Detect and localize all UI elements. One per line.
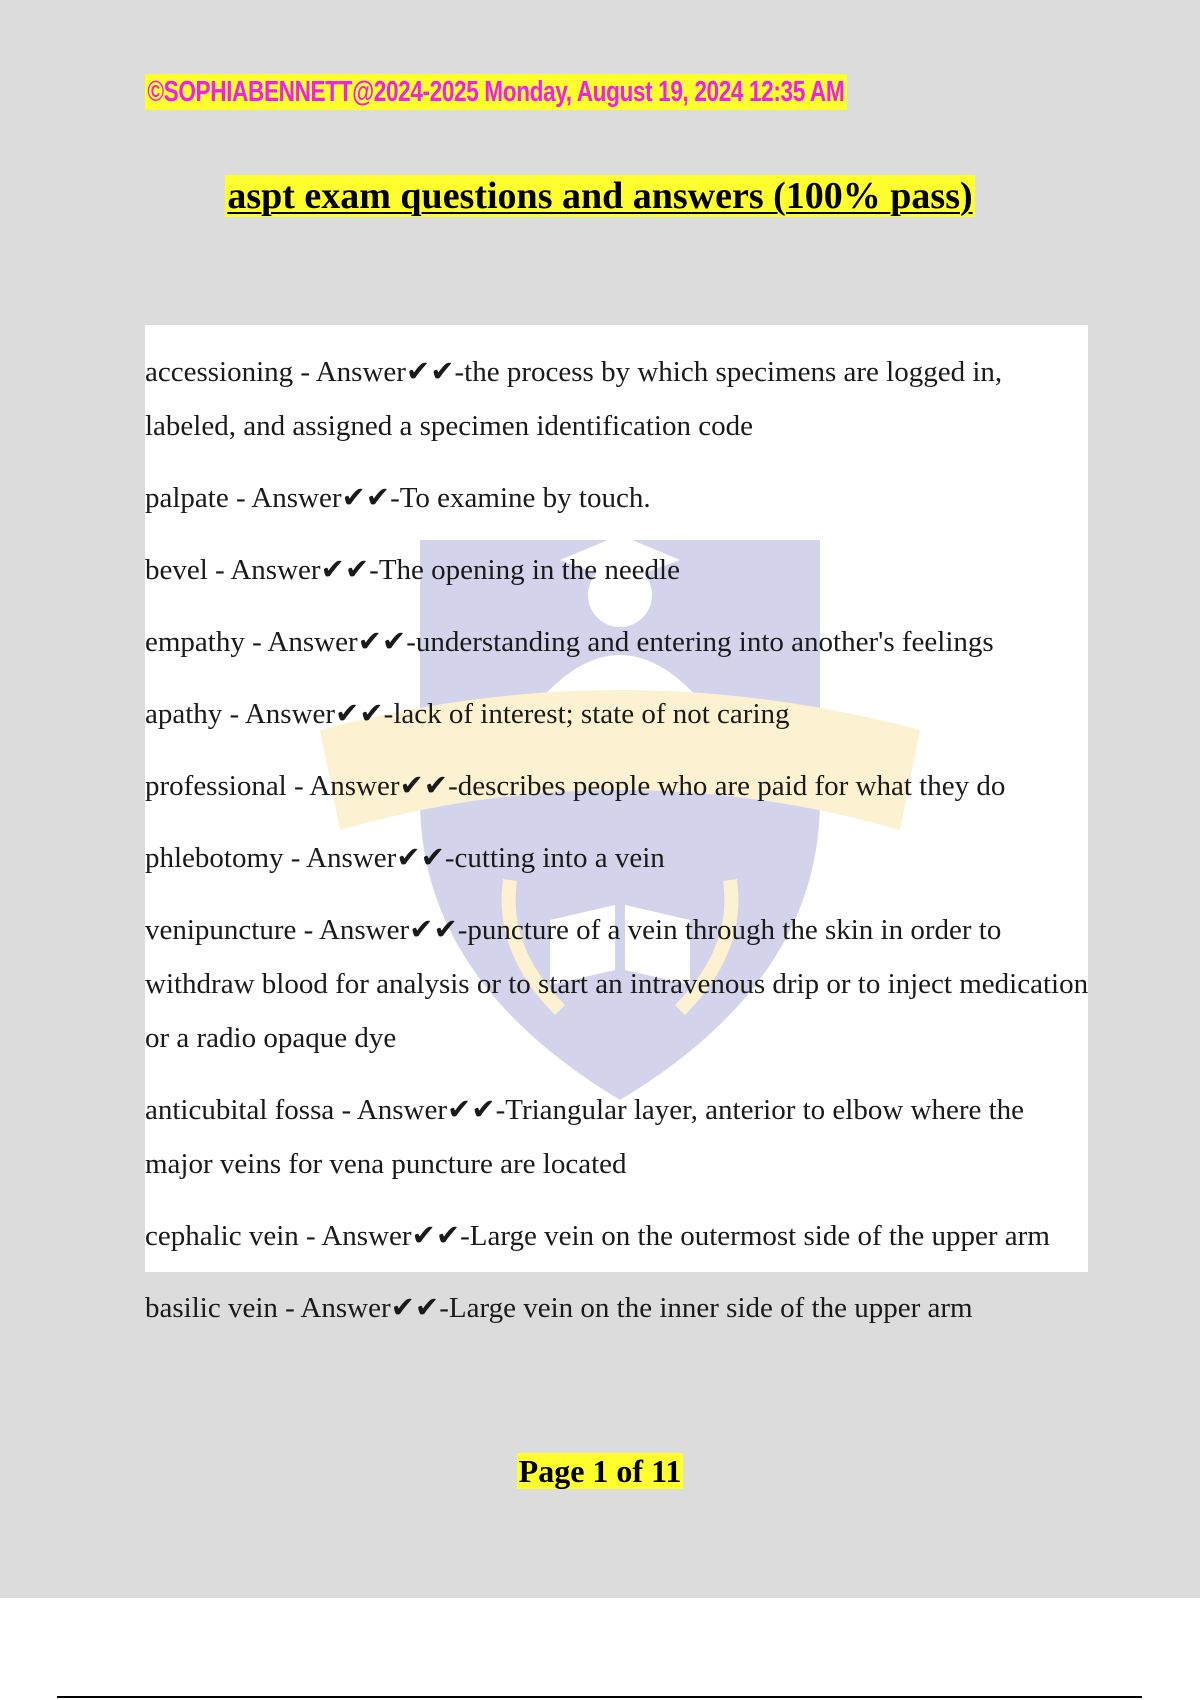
document-title — [0, 172, 1200, 220]
qa-entry-professional: professional - Answer✔✔-describes people who are paid for what they do — [145, 770, 1006, 802]
qa-entry-basilic-vein: basilic vein - Answer✔✔-Large vein on the inner side of the upper arm — [145, 1292, 973, 1324]
copyright-watermark-header: ©SOPHIABENNETT@2024-2025 Monday, August 19, 2024 12:35 AM — [145, 74, 847, 110]
qa-entry-empathy: empathy - Answer✔✔-understanding and entering into another's feelings — [145, 626, 994, 658]
page-number — [0, 1450, 1200, 1492]
qa-entry-bevel: bevel - Answer✔✔-The opening in the needle — [145, 554, 680, 586]
qa-entries-list — [145, 345, 1090, 1353]
qa-entry-palpate: palpate - Answer✔✔-To examine by touch. — [145, 482, 651, 514]
qa-entry-accessioning: accessioning - Answer✔✔-the process by which specimens are logged in, labeled, and assigned a specimen identification code — [145, 356, 1003, 442]
qa-entry-cephalic-vein: cephalic vein - Answer✔✔-Large vein on the outermost side of the upper arm — [145, 1220, 1050, 1252]
qa-entry-phlebotomy: phlebotomy - Answer✔✔-cutting into a vein — [145, 842, 665, 874]
qa-entry-anticubital-fossa: anticubital fossa - Answer✔✔-Triangular layer, anterior to elbow where the major veins for vena puncture are located — [145, 1094, 1025, 1180]
document-title-text: aspt exam questions and answers (100% pass) — [227, 175, 973, 217]
footer-divider — [57, 1696, 1142, 1698]
qa-entry-apathy: apathy - Answer✔✔-lack of interest; state of not caring — [145, 698, 790, 730]
page-number-text: Page 1 of 11 — [518, 1453, 682, 1489]
qa-entry-venipuncture: venipuncture - Answer✔✔-puncture of a vein through the skin in order to withdraw blood for analysis or to start an intravenous drip or to inject medication or a radio opaque dye — [145, 914, 1089, 1054]
